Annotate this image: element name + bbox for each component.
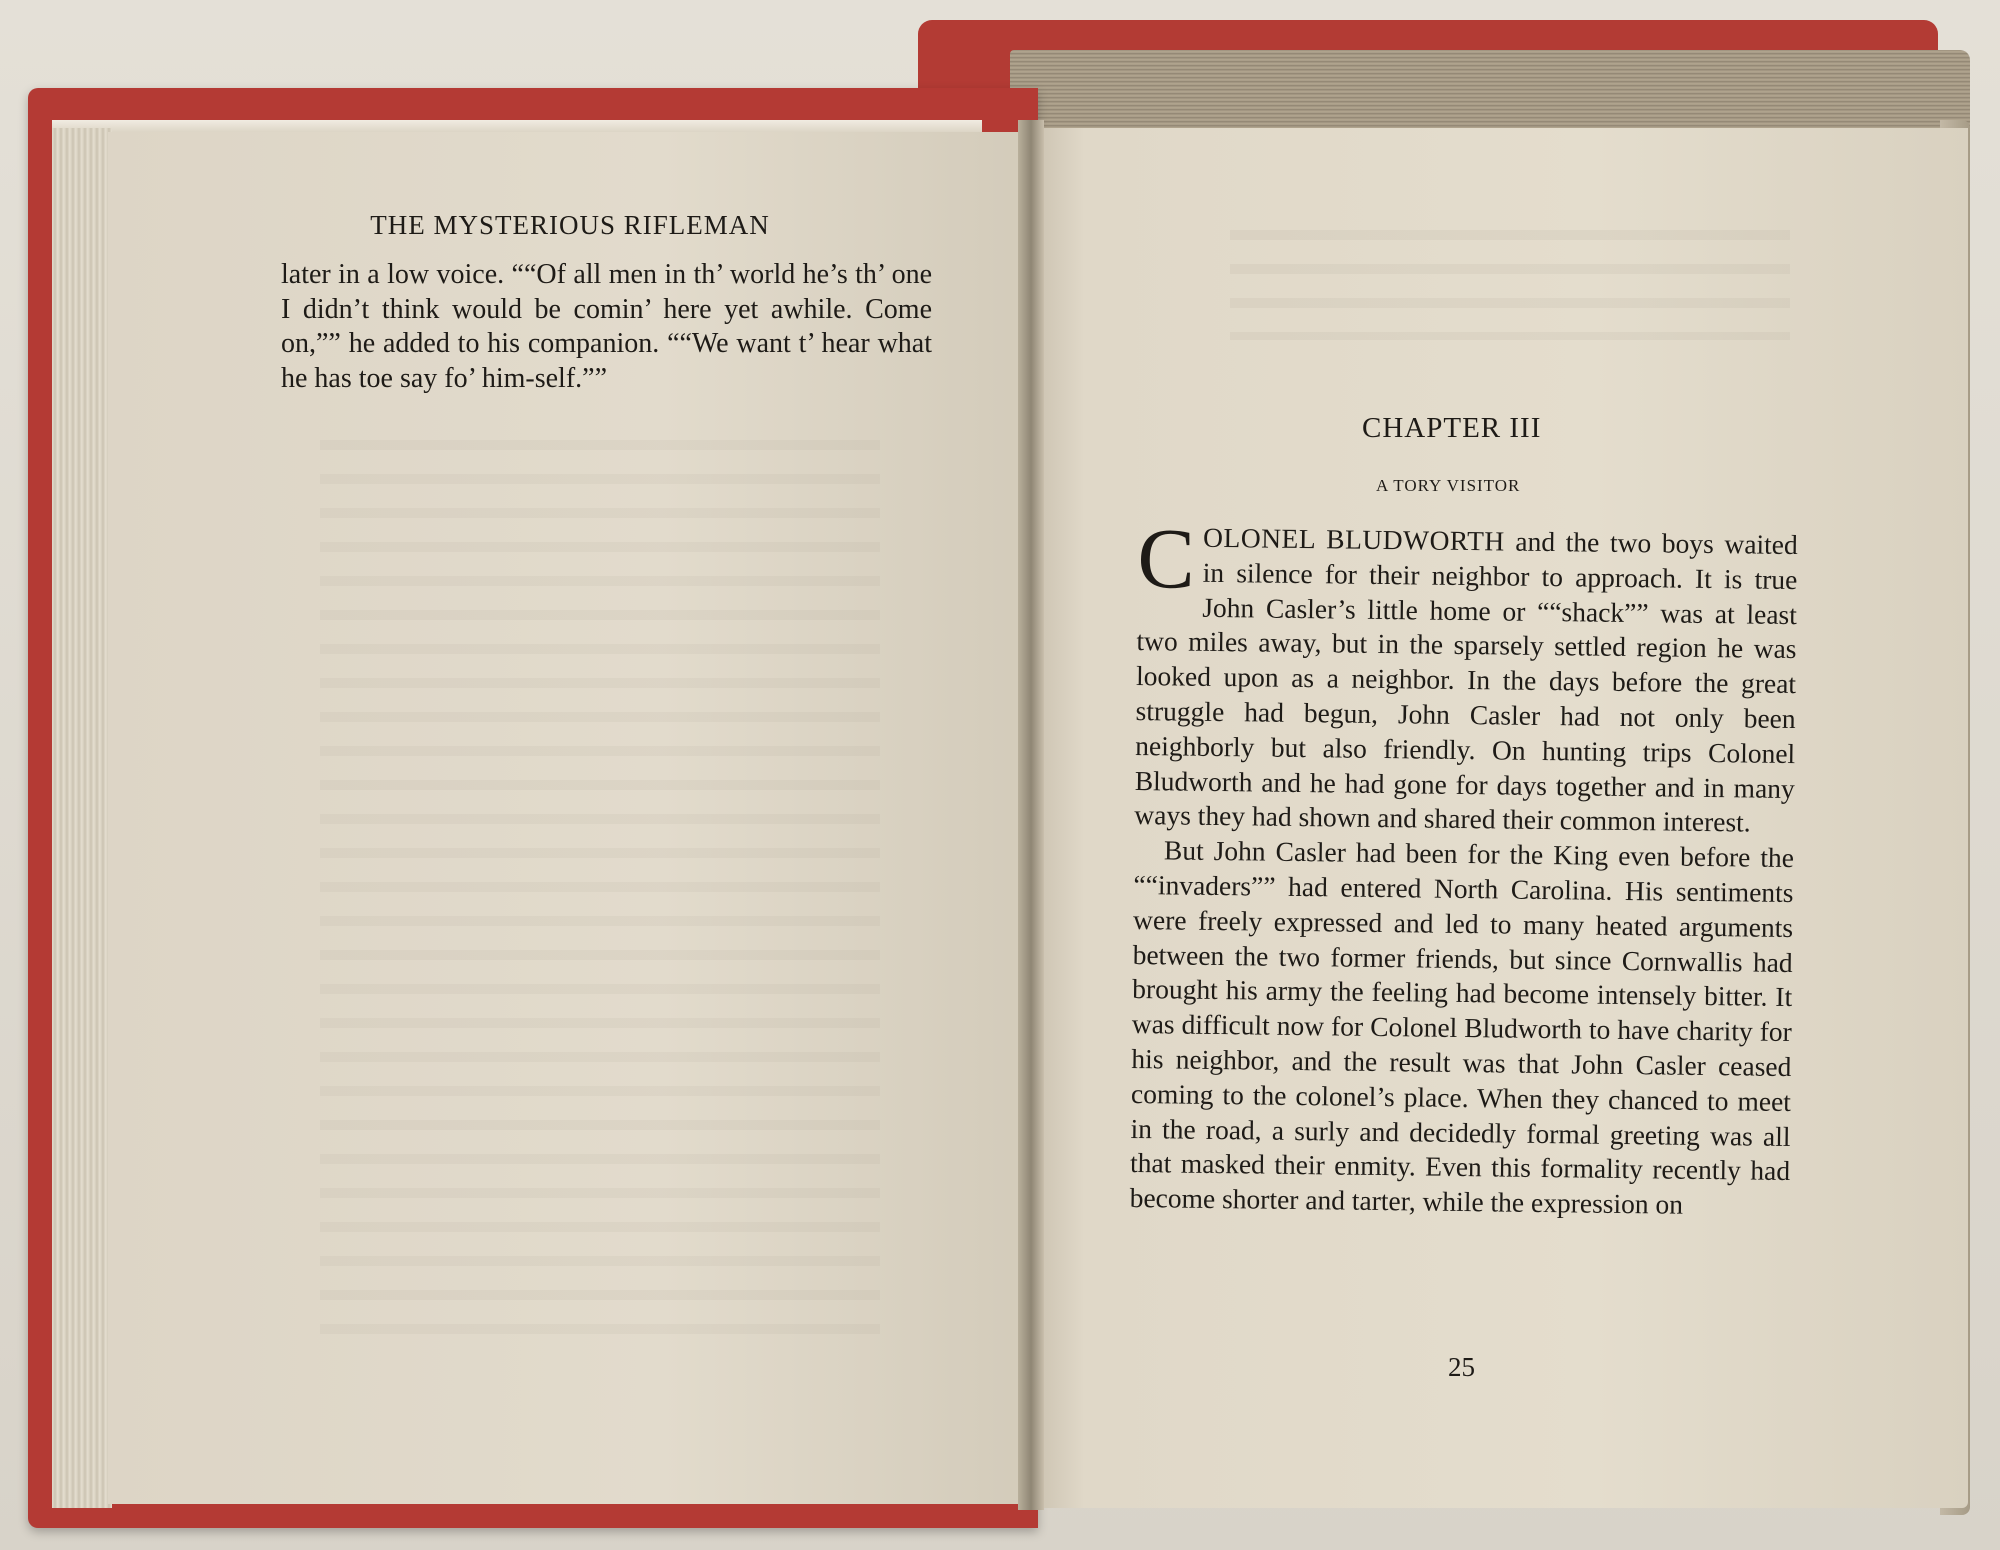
running-head: THE MYSTERIOUS RIFLEMAN bbox=[370, 210, 770, 240]
page-block-top-edge bbox=[1010, 50, 1970, 140]
left-page-stack bbox=[52, 128, 112, 1508]
paragraph-1-text: and the two boys waited in silence for their neighbor to approach. It is true John Casler’s little home or ““shack”” was at least two miles away, but in the sparsely settled region he was looked upon as a neighbor. In the days before the great struggle had begun, John Casler had not only been neighborly but also friendly. On hunting trips Colonel Bludworth and he had gone for days together and in many ways they had shown and shared their common interest. bbox=[1134, 525, 1798, 838]
paragraph-2: But John Casler had been for the King even before the ““invaders”” had entered North Carolina. His sentiments were freely expressed and led to many heated arguments between the two former friends, but since Cornwallis had brought his army the feeling had become intensely bitter. It was difficult now for Colonel Bludworth to have charity for his neighbor, and the result was that John Casler ceased coming to the colonel’s place. When they chanced to meet in the road, a surly and decidedly formal greeting was all that masked their enmity. Even this formality recently had become shorter and tarter, while the expression on bbox=[1129, 834, 1795, 1220]
lead-caps: OLONEL BLUDWORTH bbox=[1202, 521, 1505, 557]
right-page-body bbox=[1129, 510, 1798, 1224]
show-through-text bbox=[320, 440, 880, 1340]
left-page-body: later in a low voice. ““Of all men in th’ world he’s th’ one I didn’t think would be comin’ here yet awhile. Come on,”” he added to his companion. ““We want t’ hear what he has toe say fo’ him-self.”” bbox=[281, 259, 932, 394]
chapter-subtitle: A TORY VISITOR bbox=[1376, 476, 1521, 495]
book-gutter bbox=[1018, 120, 1044, 1510]
chapter-title: CHAPTER III bbox=[1362, 412, 1542, 444]
drop-cap: C bbox=[1136, 510, 1196, 607]
show-through-text-right bbox=[1230, 230, 1790, 340]
page-number: 25 bbox=[1448, 1352, 1475, 1382]
paragraph-1 bbox=[1134, 510, 1798, 841]
